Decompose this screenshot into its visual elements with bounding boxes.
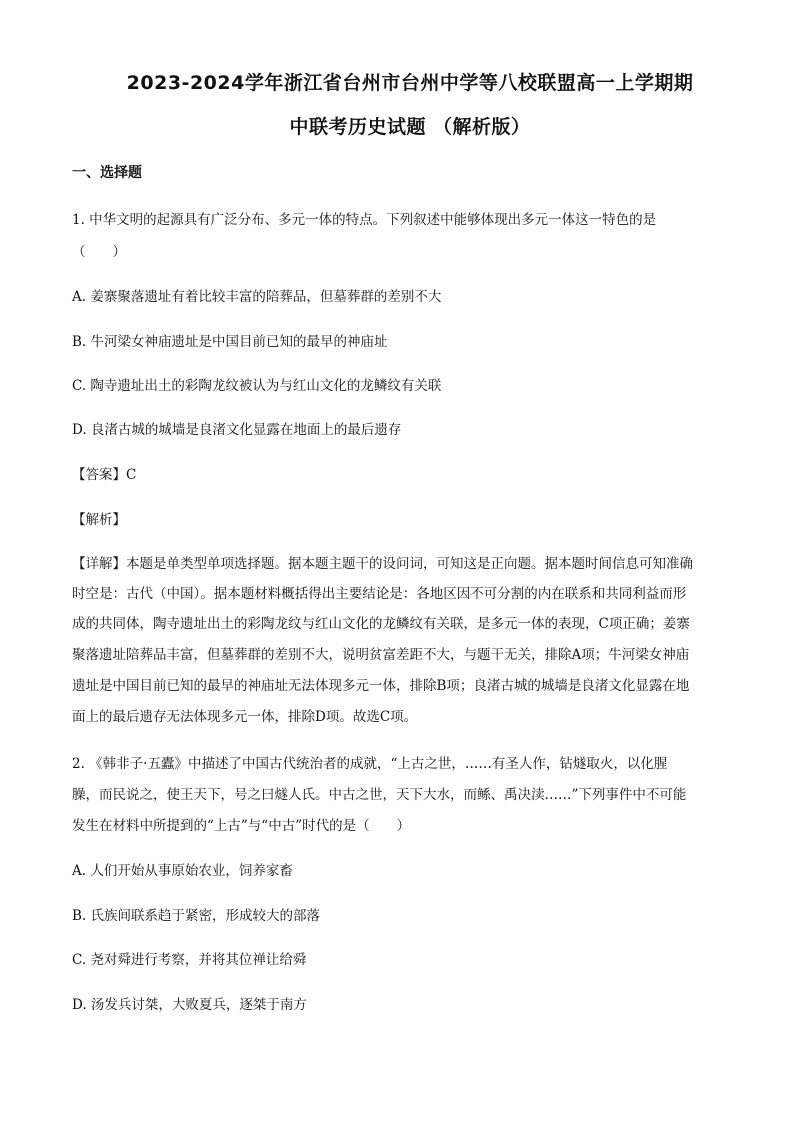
q1-analysis-line-1: 【详解】本题是单类型单项选择题。据本题主题干的设问词，可知这是正向题。据本题时间信息可知准确: [72, 556, 693, 572]
q2-stem-line-2: 臊，而民说之，使王天下，号之曰燧人氏。中古之世，天下大水，而鲧、禹决渎……”下列事件中不可能: [72, 787, 687, 803]
section-heading: 一、选择题: [72, 165, 142, 181]
q1-stem-line-1: 1. 中华文明的起源具有广泛分布、多元一体的特点。下列叙述中能够体现出多元一体这一特色的是: [72, 212, 657, 228]
document-title-line-1: 2023-2024学年浙江省台州市台州中学等八校联盟高一上学期期: [126, 72, 694, 94]
q1-analysis-label: 【解析】: [72, 512, 126, 528]
q2-stem-line-3: 发生在材料中所提到的“上古”与“中古”时代的是（ ）: [72, 818, 411, 834]
q1-stem-line-2: （ ）: [72, 244, 126, 260]
q1-option-a: A. 姜寨聚落遗址有着比较丰富的陪葬品，但墓葬群的差别不大: [72, 289, 442, 305]
q1-answer: 【答案】C: [72, 467, 137, 483]
q1-analysis-line-2: 时空是：古代（中国）。据本题材料概括得出主要结论是：各地区因不可分割的内在联系和共同利益而形: [72, 586, 687, 602]
q2-option-a: A. 人们开始从事原始农业，饲养家畜: [72, 863, 293, 879]
document-title-line-2: 中联考历史试题 （解析版）: [289, 116, 531, 138]
q1-analysis-line-4: 聚落遗址陪葬品丰富，但墓葬群的差别不大，说明贫富差距不大，与题干无关，排除A项；牛河梁女神庙: [72, 647, 690, 663]
q1-option-b: B. 牛河梁女神庙遗址是中国目前已知的最早的神庙址: [72, 334, 388, 350]
q1-option-d: D. 良渚古城的城墙是良渚文化显露在地面上的最后遗存: [72, 422, 402, 438]
q2-stem-line-1: 2. 《韩非子·五蠹》中描述了中国古代统治者的成就，“上古之世，……有圣人作，钻燧取火，以化腥: [72, 756, 668, 772]
q1-analysis-line-6: 面上的最后遗存无法体现多元一体，排除D项。故选C项。: [72, 709, 418, 725]
q1-analysis-line-3: 成的共同体，陶寺遗址出土的彩陶龙纹与红山文化的龙鳞纹有关联，是多元一体的表现，C项正确；姜寨: [72, 616, 690, 632]
q2-option-c: C. 尧对舜进行考察，并将其位禅让给舜: [72, 952, 307, 968]
q2-option-d: D. 汤发兵讨桀，大败夏兵，逐桀于南方: [72, 997, 307, 1013]
q1-analysis-line-5: 遗址是中国目前已知的最早的神庙址无法体现多元一体，排除B项；良渚古城的城墙是良渚文化显露在地: [72, 678, 690, 694]
q1-option-c: C. 陶寺遗址出土的彩陶龙纹被认为与红山文化的龙鳞纹有关联: [72, 378, 442, 394]
q2-option-b: B. 氏族间联系趋于紧密，形成较大的部落: [72, 908, 321, 924]
